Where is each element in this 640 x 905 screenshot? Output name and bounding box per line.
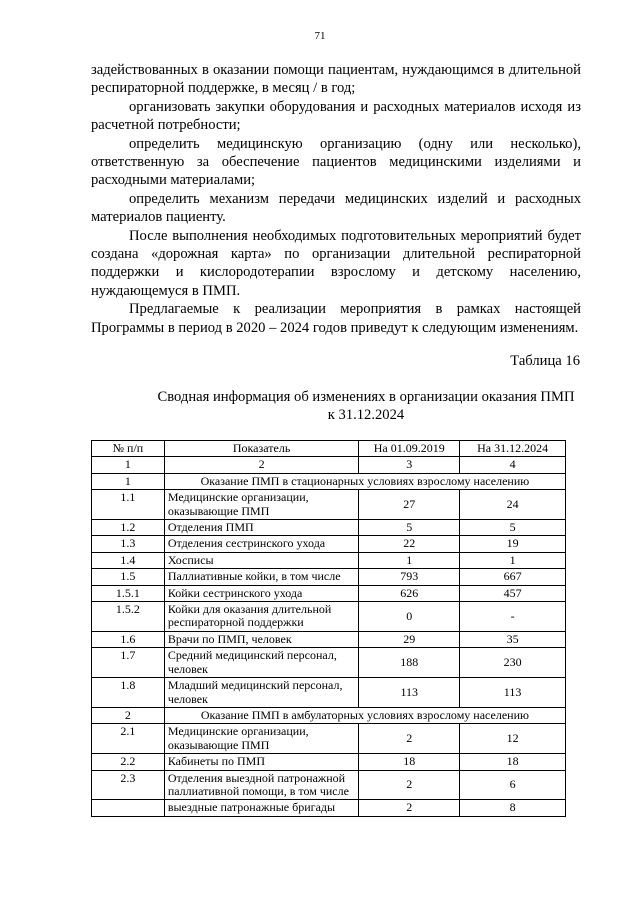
row-label: Младший медицинский персонал, человек <box>164 678 359 708</box>
row-num: 1.2 <box>92 520 165 536</box>
table-row <box>92 754 566 770</box>
row-label: Койки сестринского ухода <box>164 585 359 601</box>
row-num <box>92 800 165 816</box>
value-2024: 113 <box>460 678 566 708</box>
row-num: 1.6 <box>92 631 165 647</box>
value-2024: 18 <box>460 754 566 770</box>
section-num: 1 <box>92 473 165 489</box>
table-row <box>92 585 566 601</box>
table-row <box>92 569 566 585</box>
table-row <box>92 648 566 678</box>
table-title-line2: к 31.12.2024 <box>327 407 405 424</box>
row-label: Медицинские организации, оказывающие ПМП <box>164 490 359 520</box>
table-index-row <box>92 457 566 473</box>
row-num: 1.8 <box>92 678 165 708</box>
table-row <box>92 631 566 647</box>
table-row <box>92 520 566 536</box>
row-num: 2.1 <box>92 724 165 754</box>
index-cell: 1 <box>92 457 165 473</box>
header-indicator: Показатель <box>164 441 359 457</box>
value-2019: 5 <box>359 520 460 536</box>
row-label: Кабинеты по ПМП <box>164 754 359 770</box>
paragraph: задействованных в оказании помощи пациентам, нуждающимся в длительной респираторной поддержке, в месяц / в год; <box>91 62 581 97</box>
header-num: № п/п <box>92 441 165 457</box>
row-label: Отделения выездной патронажной паллиативной помощи, в том числе <box>164 770 359 800</box>
paragraph: определить механизм передачи медицинских изделий и расходных материалов пациенту. <box>91 190 581 226</box>
value-2024: 667 <box>460 569 566 585</box>
row-num: 1.4 <box>92 552 165 568</box>
index-cell: 3 <box>359 457 460 473</box>
table-section-row <box>92 473 566 489</box>
row-num: 2.3 <box>92 770 165 800</box>
row-label: Отделения сестринского ухода <box>164 536 359 552</box>
paragraph: определить медицинскую организацию (одну или несколько), ответственную за обеспечение пациентов медицинскими изделиями и расходными материалами; <box>91 135 581 189</box>
row-num: 1.5.2 <box>92 602 165 632</box>
table-row <box>92 678 566 708</box>
table-row <box>92 536 566 552</box>
table-section-row <box>92 707 566 723</box>
body-text <box>91 61 581 337</box>
value-2024: 457 <box>460 585 566 601</box>
paragraph: После выполнения необходимых подготовительных мероприятий будет создана «дорожная карта» по организации длительной респираторной поддержки и кислородотерапии взрослому и детскому населению, нуждающемуся в ПМП. <box>91 227 581 299</box>
row-label: Койки для оказания длительной респираторной поддержки <box>164 602 359 632</box>
paragraph: организовать закупки оборудования и расходных материалов исходя из расчетной потребности; <box>91 98 581 134</box>
value-2019: 27 <box>359 490 460 520</box>
table-header-row <box>92 441 566 457</box>
index-cell: 2 <box>164 457 359 473</box>
index-cell: 4 <box>460 457 566 473</box>
row-num: 2.2 <box>92 754 165 770</box>
table-row <box>92 602 566 632</box>
table-row <box>92 800 566 816</box>
section-title: Оказание ПМП в амбулаторных условиях взрослому населению <box>164 707 565 723</box>
value-2024: 12 <box>460 724 566 754</box>
value-2024: 8 <box>460 800 566 816</box>
table-row <box>92 724 566 754</box>
value-2019: 2 <box>359 770 460 800</box>
value-2024: 6 <box>460 770 566 800</box>
value-2019: 793 <box>359 569 460 585</box>
value-2019: 2 <box>359 724 460 754</box>
row-label: Хосписы <box>164 552 359 568</box>
row-label: Врачи по ПМП, человек <box>164 631 359 647</box>
row-num: 1.3 <box>92 536 165 552</box>
value-2024: 19 <box>460 536 566 552</box>
value-2019: 22 <box>359 536 460 552</box>
row-label: выездные патронажные бригады <box>164 800 359 816</box>
value-2024: 1 <box>460 552 566 568</box>
value-2024: 24 <box>460 490 566 520</box>
row-label: Средний медицинский персонал, человек <box>164 648 359 678</box>
header-2024: На 31.12.2024 <box>460 441 566 457</box>
row-label: Паллиативные койки, в том числе <box>164 569 359 585</box>
row-label: Отделения ПМП <box>164 520 359 536</box>
value-2019: 113 <box>359 678 460 708</box>
table-row <box>92 770 566 800</box>
value-2019: 18 <box>359 754 460 770</box>
summary-table <box>91 440 566 817</box>
section-title: Оказание ПМП в стационарных условиях взрослому населению <box>164 473 565 489</box>
value-2024: - <box>460 602 566 632</box>
value-2019: 0 <box>359 602 460 632</box>
value-2019: 1 <box>359 552 460 568</box>
row-num: 1.1 <box>92 490 165 520</box>
value-2024: 35 <box>460 631 566 647</box>
row-num: 1.5 <box>92 569 165 585</box>
table-row <box>92 490 566 520</box>
page-number: 71 <box>314 30 326 42</box>
table-number: Таблица 16 <box>510 353 580 369</box>
section-num: 2 <box>92 707 165 723</box>
value-2024: 5 <box>460 520 566 536</box>
table-title <box>91 388 611 425</box>
value-2024: 230 <box>460 648 566 678</box>
table-row <box>92 552 566 568</box>
value-2019: 626 <box>359 585 460 601</box>
paragraph: Предлагаемые к реализации мероприятия в рамках настоящей Программы в период в 2020 – 2024 годов приведут к следующим изменениям. <box>91 301 581 336</box>
row-label: Медицинские организации, оказывающие ПМП <box>164 724 359 754</box>
header-2019: На 01.09.2019 <box>359 441 460 457</box>
table-title-line1: Сводная информация об изменениях в организации оказания ПМП <box>157 389 575 405</box>
value-2019: 29 <box>359 631 460 647</box>
value-2019: 2 <box>359 800 460 816</box>
row-num: 1.5.1 <box>92 585 165 601</box>
value-2019: 188 <box>359 648 460 678</box>
row-num: 1.7 <box>92 648 165 678</box>
